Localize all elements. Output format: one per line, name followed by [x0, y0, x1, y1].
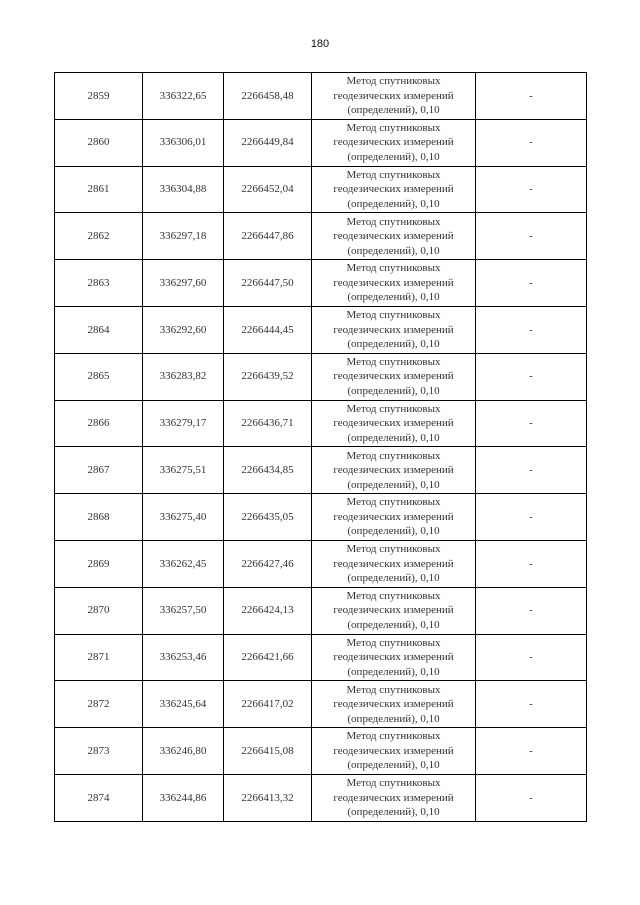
y-coordinate-cell: 2266435,05	[224, 494, 312, 541]
coordinates-table	[54, 72, 587, 822]
y-coordinate-cell: 2266434,85	[224, 447, 312, 494]
x-coordinate-cell: 336244,86	[143, 774, 224, 821]
method-text-line: геодезических измерений	[333, 510, 454, 523]
method-text-line: Метод спутниковых	[346, 215, 441, 228]
point-number-cell: 2870	[55, 587, 143, 634]
x-coordinate-cell: 336306,01	[143, 119, 224, 166]
point-number-cell: 2869	[55, 540, 143, 587]
point-number-cell: 2863	[55, 260, 143, 307]
description-cell: -	[476, 306, 587, 353]
method-text-line: (определений), 0,10	[347, 291, 440, 304]
description-cell: -	[476, 447, 587, 494]
method-text-line: геодезических измерений	[333, 791, 454, 804]
description-cell: -	[476, 73, 587, 120]
x-coordinate-cell: 336275,40	[143, 494, 224, 541]
description-cell: -	[476, 587, 587, 634]
method-text-line: (определений), 0,10	[347, 104, 440, 117]
table-row	[55, 681, 587, 728]
table-row	[55, 634, 587, 681]
x-coordinate-cell: 336279,17	[143, 400, 224, 447]
method-text-line: Метод спутниковых	[346, 449, 441, 462]
y-coordinate-cell: 2266452,04	[224, 166, 312, 213]
method-text-line: (определений), 0,10	[347, 759, 440, 772]
x-coordinate-cell: 336245,64	[143, 681, 224, 728]
description-cell: -	[476, 353, 587, 400]
method-text-line: Метод спутниковых	[346, 121, 441, 134]
method-text-line: геодезических измерений	[333, 183, 454, 196]
point-number-cell: 2871	[55, 634, 143, 681]
point-number-cell: 2866	[55, 400, 143, 447]
method-text-line: Метод спутниковых	[346, 75, 441, 88]
method-cell	[312, 494, 476, 541]
method-cell	[312, 213, 476, 260]
method-text-line: (определений), 0,10	[347, 197, 440, 210]
point-number-cell: 2859	[55, 73, 143, 120]
point-number-cell: 2874	[55, 774, 143, 821]
description-cell: -	[476, 166, 587, 213]
method-text-line: Метод спутниковых	[346, 355, 441, 368]
method-text-line: Метод спутниковых	[346, 636, 441, 649]
page-number: 180	[310, 38, 330, 50]
description-cell: -	[476, 728, 587, 775]
method-cell	[312, 73, 476, 120]
y-coordinate-cell: 2266447,86	[224, 213, 312, 260]
method-cell	[312, 166, 476, 213]
table-row	[55, 213, 587, 260]
method-cell	[312, 119, 476, 166]
description-cell: -	[476, 634, 587, 681]
method-text-line: (определений), 0,10	[347, 712, 440, 725]
method-cell	[312, 400, 476, 447]
point-number-cell: 2872	[55, 681, 143, 728]
method-cell	[312, 728, 476, 775]
method-text-line: Метод спутниковых	[346, 589, 441, 602]
method-text-line: Метод спутниковых	[346, 402, 441, 415]
method-text-line: (определений), 0,10	[347, 244, 440, 257]
method-text-line: Метод спутниковых	[346, 168, 441, 181]
table-row	[55, 400, 587, 447]
y-coordinate-cell: 2266424,13	[224, 587, 312, 634]
method-text-line: геодезических измерений	[333, 323, 454, 336]
x-coordinate-cell: 336253,46	[143, 634, 224, 681]
point-number-cell: 2868	[55, 494, 143, 541]
y-coordinate-cell: 2266436,71	[224, 400, 312, 447]
method-text-line: геодезических измерений	[333, 557, 454, 570]
method-text-line: геодезических измерений	[333, 604, 454, 617]
y-coordinate-cell: 2266427,46	[224, 540, 312, 587]
method-text-line: геодезических измерений	[333, 698, 454, 710]
method-cell	[312, 634, 476, 681]
description-cell: -	[476, 494, 587, 541]
method-cell	[312, 774, 476, 821]
method-text-line: геодезических измерений	[333, 370, 454, 383]
table-row	[55, 494, 587, 541]
table-row	[55, 587, 587, 634]
point-number-cell: 2864	[55, 306, 143, 353]
coordinates-table-body	[55, 73, 587, 822]
method-text-line: Метод спутниковых	[346, 309, 441, 322]
table-row	[55, 306, 587, 353]
x-coordinate-cell: 336246,80	[143, 728, 224, 775]
description-cell: -	[476, 681, 587, 728]
x-coordinate-cell: 336322,65	[143, 73, 224, 120]
method-text-line: Метод спутниковых	[346, 683, 441, 696]
x-coordinate-cell: 336257,50	[143, 587, 224, 634]
method-text-line: геодезических измерений	[333, 464, 454, 477]
point-number-cell: 2860	[55, 119, 143, 166]
method-text-line: (определений), 0,10	[347, 525, 440, 538]
method-text-line: (определений), 0,10	[347, 338, 440, 351]
method-cell	[312, 540, 476, 587]
method-text-line: геодезических измерений	[333, 651, 454, 664]
y-coordinate-cell: 2266415,08	[224, 728, 312, 775]
method-text-line: геодезических измерений	[333, 744, 454, 757]
method-text-line: Метод спутниковых	[346, 543, 441, 556]
y-coordinate-cell: 2266449,84	[224, 119, 312, 166]
table-row	[55, 774, 587, 821]
method-cell	[312, 681, 476, 728]
y-coordinate-cell: 2266439,52	[224, 353, 312, 400]
method-cell	[312, 587, 476, 634]
method-text-line: геодезических измерений	[333, 89, 454, 102]
y-coordinate-cell: 2266444,45	[224, 306, 312, 353]
table-row	[55, 728, 587, 775]
method-cell	[312, 447, 476, 494]
table-row	[55, 73, 587, 120]
description-cell: -	[476, 774, 587, 821]
method-cell	[312, 306, 476, 353]
x-coordinate-cell: 336283,82	[143, 353, 224, 400]
point-number-cell: 2865	[55, 353, 143, 400]
method-text-line: (определений), 0,10	[347, 431, 440, 444]
point-number-cell: 2867	[55, 447, 143, 494]
y-coordinate-cell: 2266417,02	[224, 681, 312, 728]
table-row	[55, 166, 587, 213]
method-text-line: (определений), 0,10	[347, 618, 440, 631]
point-number-cell: 2873	[55, 728, 143, 775]
description-cell: -	[476, 260, 587, 307]
method-text-line: (определений), 0,10	[347, 478, 440, 491]
y-coordinate-cell: 2266447,50	[224, 260, 312, 307]
point-number-cell: 2862	[55, 213, 143, 260]
method-text-line: Метод спутниковых	[346, 496, 441, 509]
description-cell: -	[476, 400, 587, 447]
x-coordinate-cell: 336304,88	[143, 166, 224, 213]
description-cell: -	[476, 119, 587, 166]
y-coordinate-cell: 2266421,66	[224, 634, 312, 681]
method-text-line: (определений), 0,10	[347, 806, 440, 819]
method-cell	[312, 260, 476, 307]
x-coordinate-cell: 336297,18	[143, 213, 224, 260]
x-coordinate-cell: 336262,45	[143, 540, 224, 587]
method-text-line: Метод спутниковых	[346, 730, 441, 743]
description-cell: -	[476, 540, 587, 587]
method-text-line: (определений), 0,10	[347, 150, 440, 163]
table-row	[55, 119, 587, 166]
method-text-line: (определений), 0,10	[347, 572, 440, 585]
method-text-line: геодезических измерений	[333, 230, 454, 243]
method-text-line: геодезических измерений	[333, 136, 454, 149]
description-cell: -	[476, 213, 587, 260]
method-cell	[312, 353, 476, 400]
table-row	[55, 540, 587, 587]
method-text-line: Метод спутниковых	[346, 262, 441, 275]
method-text-line: Метод спутниковых	[346, 777, 441, 790]
table-row	[55, 260, 587, 307]
y-coordinate-cell: 2266458,48	[224, 73, 312, 120]
x-coordinate-cell: 336275,51	[143, 447, 224, 494]
point-number-cell: 2861	[55, 166, 143, 213]
method-text-line: геодезических измерений	[333, 417, 454, 430]
table-row	[55, 353, 587, 400]
table-row	[55, 447, 587, 494]
method-text-line: геодезических измерений	[333, 276, 454, 289]
x-coordinate-cell: 336292,60	[143, 306, 224, 353]
x-coordinate-cell: 336297,60	[143, 260, 224, 307]
method-text-line: (определений), 0,10	[347, 384, 440, 397]
y-coordinate-cell: 2266413,32	[224, 774, 312, 821]
method-text-line: (определений), 0,10	[347, 665, 440, 678]
